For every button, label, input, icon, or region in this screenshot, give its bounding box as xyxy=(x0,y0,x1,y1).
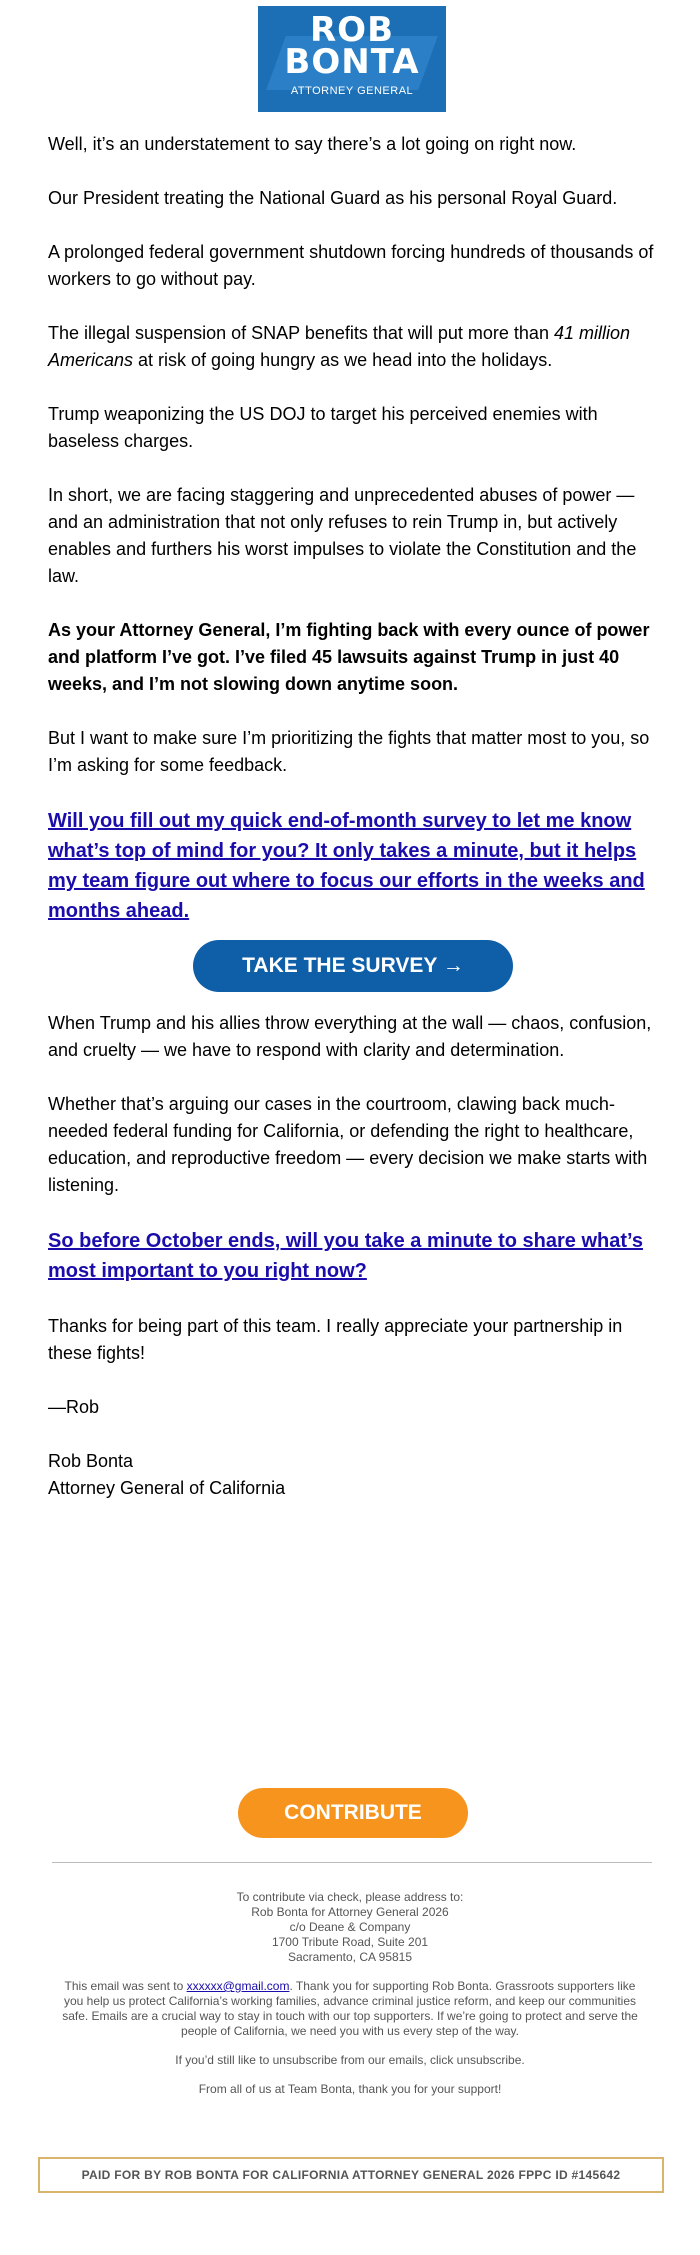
sent-to-body: . Thank you for supporting Rob Bonta. Grassroots supporters like you help us protect California’s working families, advance criminal justice reform, and keep our communities safe. Emails are a crucial way to stay in touch with our top supporters. If we’re going to protect and serve the people of California, we need you with us every step of the way. xyxy=(62,1979,638,2038)
paragraph-5: Trump weaponizing the US DOJ to target his perceived enemies with baseless charges. xyxy=(48,404,598,451)
rob-bonta-logo xyxy=(258,6,446,112)
signoff: —Rob xyxy=(48,1397,100,1417)
paragraph-6: In short, we are facing staggering and unprecedented abuses of power — and an administration that not only refuses to rein Trump in, but actively enables and furthers his worst impulses to violate the Constitution and the law. xyxy=(48,485,637,586)
signature-title: Attorney General of California xyxy=(48,1478,286,1498)
recipient-email-link[interactable]: xxxxxx@gmail.com xyxy=(186,1979,290,1993)
sent-to-notice xyxy=(60,1979,640,2039)
survey-cta-link[interactable]: Will you fill out my quick end-of-month survey to let me know what’s top of mind for you? It only takes a minute, but it helps my team figure out where to focus our efforts in the weeks and months ahead. xyxy=(48,810,645,922)
paragraph-3: A prolonged federal government shutdown forcing hundreds of thousands of workers to go without pay. xyxy=(48,242,654,289)
check-address-block xyxy=(60,1890,640,1965)
signature-name: Rob Bonta xyxy=(48,1451,134,1471)
paragraph-1: Well, it’s an understatement to say there’s a lot going on right now. xyxy=(48,134,577,154)
paragraph-2: Our President treating the National Guard as his personal Royal Guard. xyxy=(48,188,618,208)
paragraph-8: But I want to make sure I’m prioritizing the fights that matter most to you, so I’m asking for some feedback. xyxy=(48,728,650,775)
unsubscribe-text[interactable]: If you’d still like to unsubscribe from our emails, click unsubscribe. xyxy=(175,2053,525,2067)
share-cta-link[interactable]: So before October ends, will you take a minute to share what’s most important to you right now? xyxy=(48,1230,643,1282)
paragraph-7-bold: As your Attorney General, I’m fighting back with every ounce of power and platform I’ve got. I’ve filed 45 lawsuits against Trump in just 40 weeks, and I’m not slowing down anytime soon. xyxy=(48,620,650,694)
logo-line-1: ROB xyxy=(310,10,394,50)
paid-for-disclaimer: PAID FOR BY ROB BONTA FOR CALIFORNIA ATTORNEY GENERAL 2026 FPPC ID #145642 xyxy=(38,2157,664,2193)
footer-thanks: From all of us at Team Bonta, thank you for your support! xyxy=(198,2082,502,2096)
contribute-button[interactable]: CONTRIBUTE xyxy=(238,1788,468,1838)
paragraph-4-end: at risk of going hungry as we head into the holidays. xyxy=(133,350,553,370)
check-line-4: Sacramento, CA 95815 xyxy=(287,1950,413,1964)
paragraph-10: Whether that’s arguing our cases in the courtroom, clawing back much-needed federal funding for California, or defending the right to healthcare, education, and reproductive freedom — every decision we make starts with listening. xyxy=(48,1094,648,1195)
signature-block xyxy=(48,1448,658,1502)
footer-divider xyxy=(52,1862,652,1863)
paragraph-4-start: The illegal suspension of SNAP benefits that will put more than xyxy=(48,323,554,343)
logo-line-2: BONTA xyxy=(284,42,420,82)
check-line-1: Rob Bonta for Attorney General 2026 xyxy=(251,1905,449,1919)
take-survey-button[interactable]: TAKE THE SURVEY → xyxy=(193,940,513,992)
check-intro: To contribute via check, please address to: xyxy=(236,1890,464,1904)
paragraph-4 xyxy=(48,320,658,374)
check-line-3: 1700 Tribute Road, Suite 201 xyxy=(271,1935,429,1949)
paragraph-9: When Trump and his allies throw everything at the wall — chaos, confusion, and cruelty — we have to respond with clarity and determination. xyxy=(48,1013,652,1060)
paragraph-4-emphasis: 41 million Americans xyxy=(48,323,630,370)
check-line-2: c/o Deane & Company xyxy=(289,1920,411,1934)
logo-subtitle: ATTORNEY GENERAL xyxy=(290,85,414,97)
paragraph-11: Thanks for being part of this team. I really appreciate your partnership in these fights! xyxy=(48,1316,623,1363)
footer xyxy=(60,1890,640,2111)
sent-to-prefix: This email was sent to xyxy=(64,1979,187,1993)
email-body xyxy=(48,131,658,1502)
